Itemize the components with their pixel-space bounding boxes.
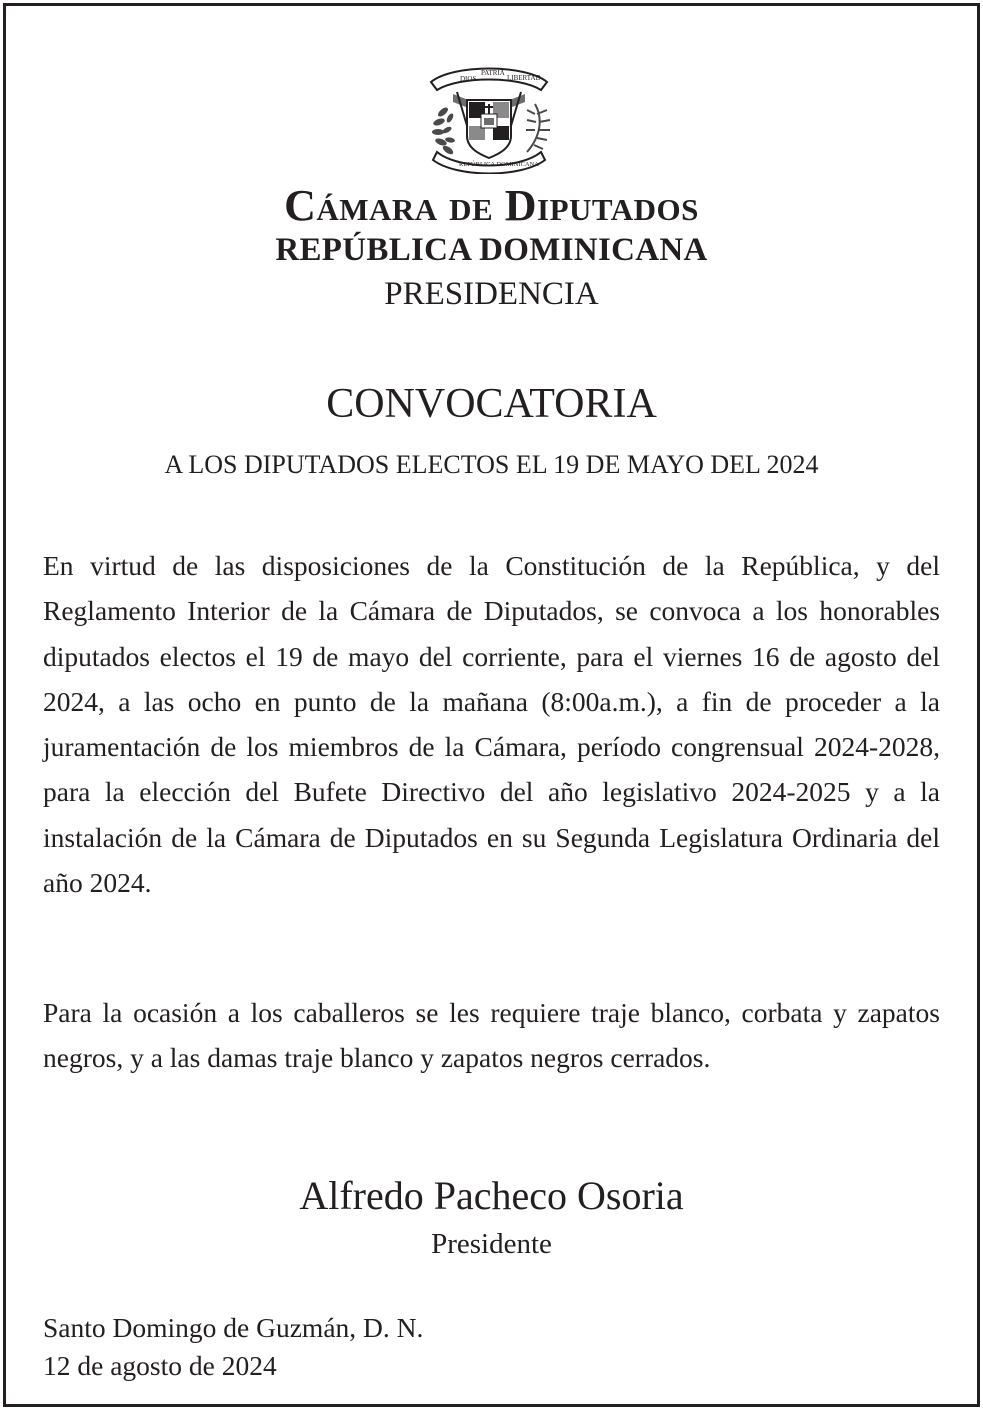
svg-text:PATRIA: PATRIA xyxy=(481,69,505,77)
body-paragraph-convocation: En virtud de las disposiciones de la Constitución de la República, y del Reglamento Interior de la Cámara de Diputados, se convoca a los honorables diputados electos el 19 de mayo del corriente, para el viernes 16 de agosto del 2024, a las ocho en punto de la mañana (8:00a.m.), a fin de proceder a la juramentación de los miembros de la Cámara, período congrensual 2024-2028, para la elección del Bufete Directivo del año legislativo 2024-2025 y a la instalación de la Cámara de Diputados en su Segunda Legislatura Ordinaria del año 2024. xyxy=(43,550,940,899)
document-title: CONVOCATORIA xyxy=(326,381,657,427)
organization-name: Cámara de Diputados xyxy=(284,181,699,230)
country-name: REPÚBLICA DOMINICANA xyxy=(275,232,708,268)
issue-date: 12 de agosto de 2024 xyxy=(43,1350,277,1381)
signer-name: Alfredo Pacheco Osoria xyxy=(299,1173,684,1218)
coat-of-arms-icon xyxy=(423,56,555,174)
department-name: PRESIDENCIA xyxy=(384,276,599,312)
svg-text:REPÚBLICA DOMINICANA: REPÚBLICA DOMINICANA xyxy=(459,161,539,168)
document-subtitle: A LOS DIPUTADOS ELECTOS EL 19 DE MAYO DEL 2024 xyxy=(164,450,819,479)
issue-place: Santo Domingo de Guzmán, D. N. xyxy=(43,1312,424,1343)
signer-title: Presidente xyxy=(431,1228,552,1260)
svg-text:LIBERTAD: LIBERTAD xyxy=(507,74,541,82)
svg-text:DIOS: DIOS xyxy=(460,75,477,83)
body-paragraph-dress-code: Para la ocasión a los caballeros se les requiere traje blanco, corbata y zapatos negros, y a las damas traje blanco y zapatos negros cerrados. xyxy=(43,997,940,1074)
